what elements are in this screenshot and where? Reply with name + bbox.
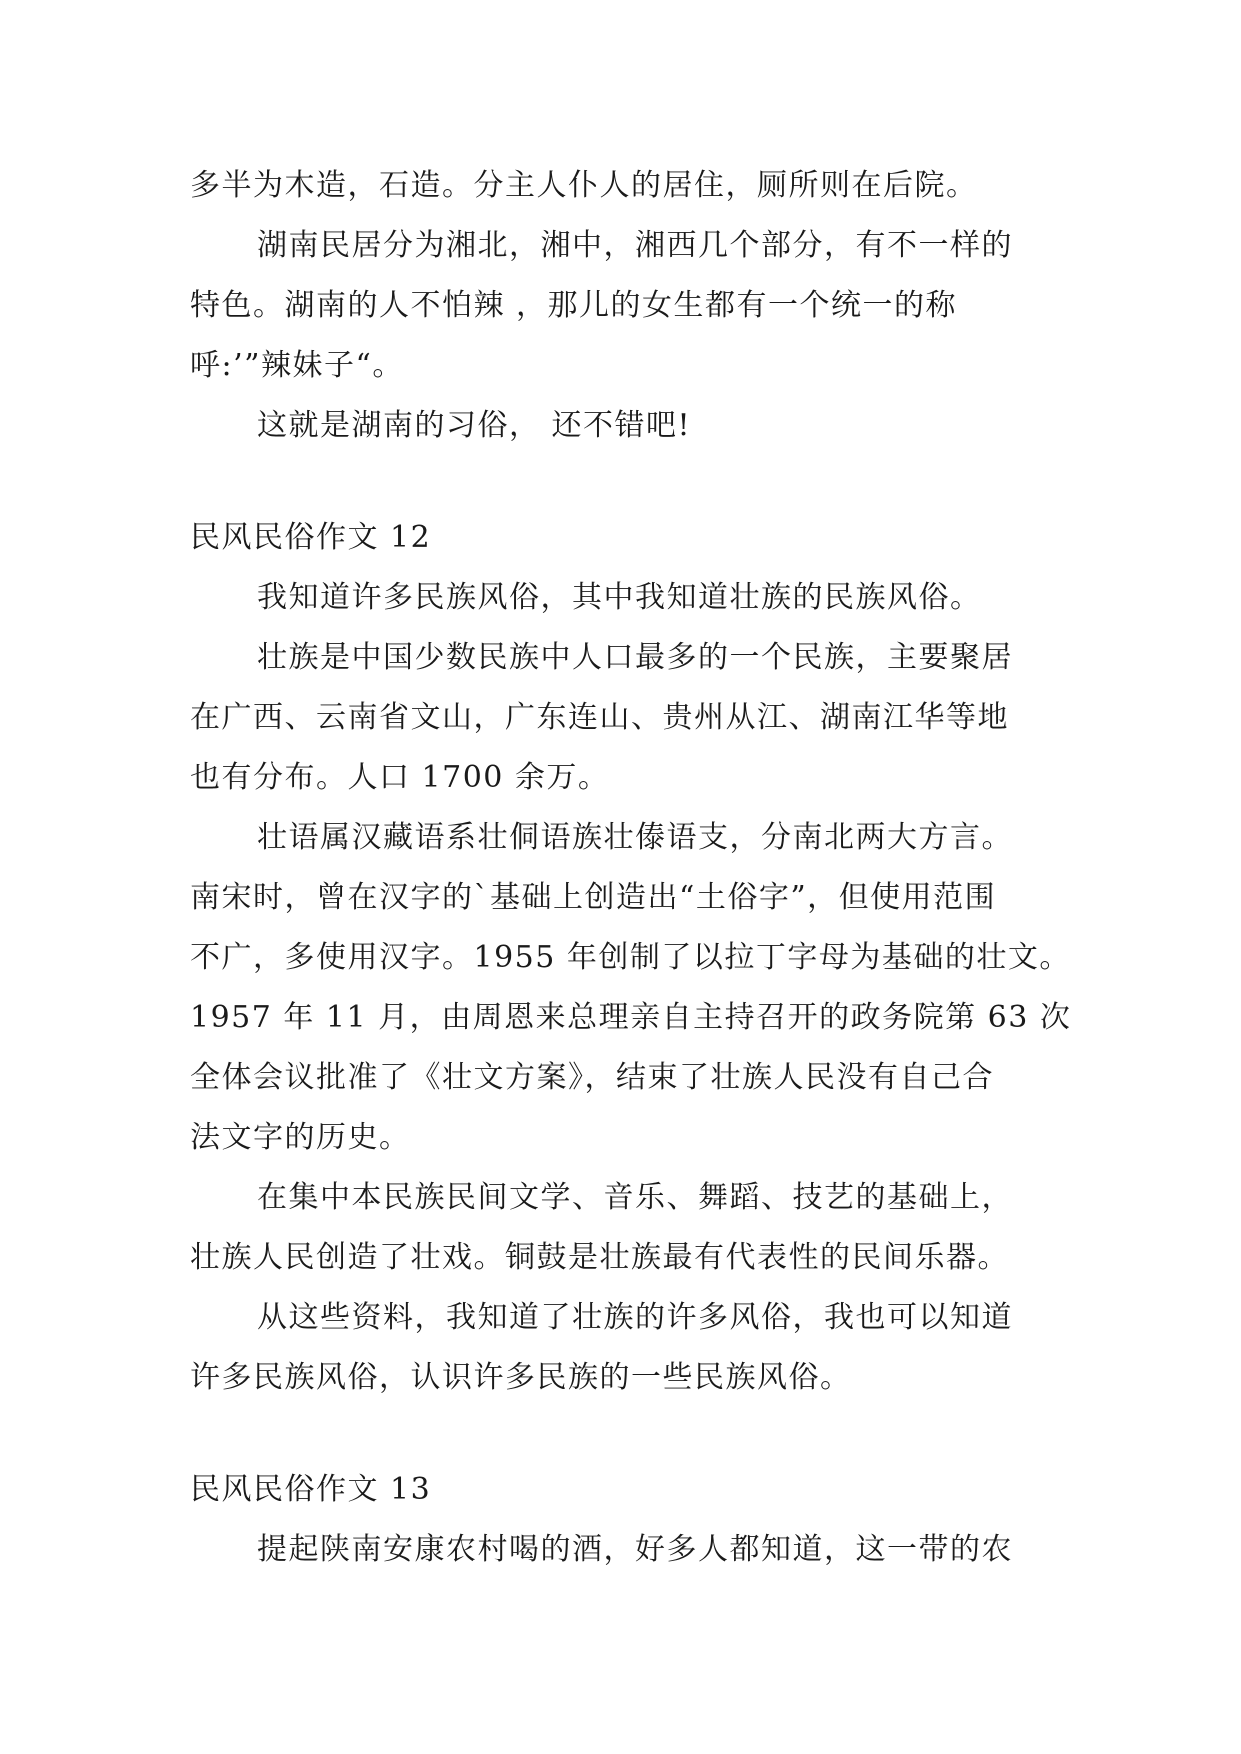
paragraph-line: 湖南民居分为湘北，湘中，湘西几个部分，有不一样的 xyxy=(257,228,1013,263)
paragraph-line: 也有分布。人口 1700 余万。 xyxy=(190,760,610,795)
paragraph-line: 提起陕南安康农村喝的酒，好多人都知道，这一带的农 xyxy=(257,1532,1013,1567)
paragraph-line: 从这些资料，我知道了壮族的许多风俗，我也可以知道 xyxy=(257,1300,1013,1335)
paragraph-line: 特色。湖南的人不怕辣 ，那儿的女生都有一个统一的称 xyxy=(190,288,958,323)
paragraph-line: 呼:’”辣妹子“。 xyxy=(190,348,404,383)
paragraph-line: 法文字的历史。 xyxy=(190,1120,411,1155)
paragraph-line: 这就是湖南的习俗， 还不错吧! xyxy=(257,408,692,443)
paragraph-line: 不广，多使用汉字。1955 年创制了以拉丁字母为基础的壮文。 xyxy=(190,940,1071,975)
paragraph-line: 我知道许多民族风俗，其中我知道壮族的民族风俗。 xyxy=(257,580,982,615)
paragraph-line: 在集中本民族民间文学、音乐、舞蹈、技艺的基础上， xyxy=(257,1180,1013,1215)
paragraph-line: 壮族是中国少数民族中人口最多的一个民族，主要聚居 xyxy=(257,640,1013,675)
paragraph-line: 1957 年 11 月，由周恩来总理亲自主持召开的政务院第 63 次 xyxy=(190,1000,1072,1035)
paragraph-line: 壮族人民创造了壮戏。铜鼓是壮族最有代表性的民间乐器。 xyxy=(190,1240,1009,1275)
paragraph-line: 壮语属汉藏语系壮侗语族壮傣语支，分南北两大方言。 xyxy=(257,820,1013,855)
paragraph-line: 在广西、云南省文山，广东连山、贵州从江、湖南江华等地 xyxy=(190,700,1009,735)
section-heading: 民风民俗作文 12 xyxy=(190,520,432,555)
section-heading: 民风民俗作文 13 xyxy=(190,1472,432,1507)
paragraph-line: 多半为木造，石造。分主人仆人的居住，厕所则在后院。 xyxy=(190,168,978,203)
paragraph-line: 许多民族风俗，认识许多民族的一些民族风俗。 xyxy=(190,1360,852,1395)
paragraph-line: 全体会议批准了《壮文方案》，结束了壮族人民没有自己合 xyxy=(190,1060,994,1095)
paragraph-line: 南宋时，曾在汉字的`基础上创造出“土俗字”，但使用范围 xyxy=(190,880,997,915)
